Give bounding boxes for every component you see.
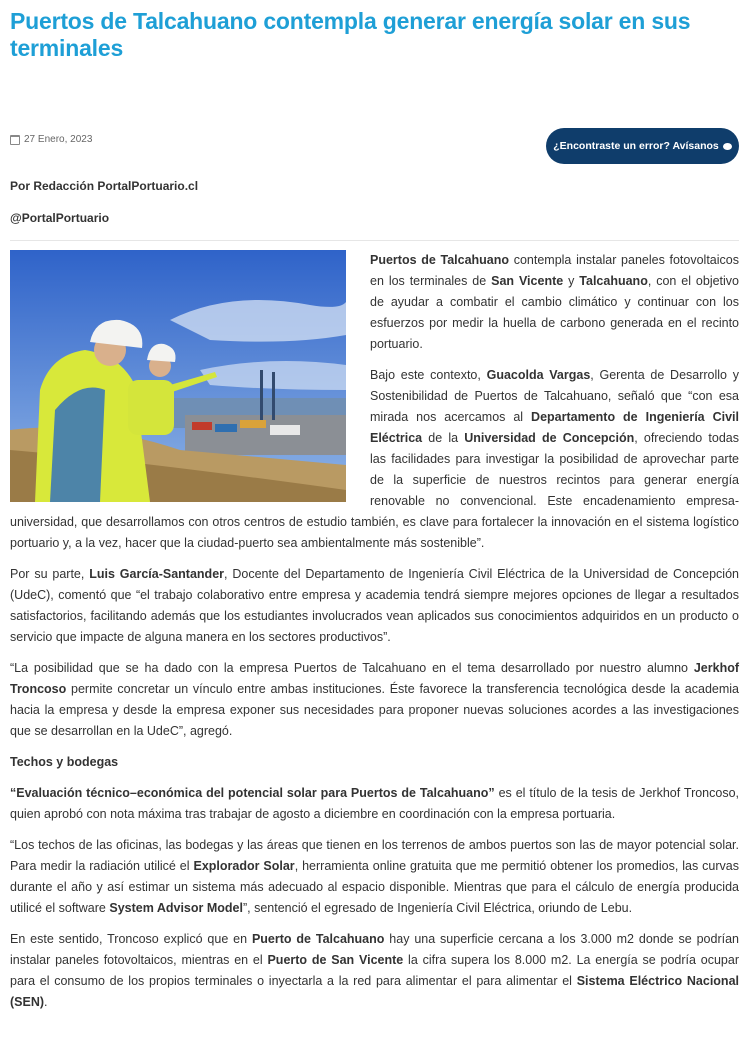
text-run: es el título de la tesis de Jerkhof Troncoso, quien aprobó con nota máxima tras trabajar de agosto a diciembre en coordinación con la empresa portuaria.: [10, 786, 740, 821]
subheading: Techos y bodegas: [10, 755, 119, 769]
text-run: contempla instalar paneles fotovoltaicos en los terminales de: [370, 253, 739, 288]
comment-icon: [723, 143, 732, 150]
text-run: , con el objetivo de ayudar a combatir el cambio climático y continuar con los esfuerzos por medir la huella de carbono generada en el recinto portuario.: [370, 274, 740, 351]
paragraph: [10, 564, 739, 648]
bold-text: Departamento de Ingeniería Civil Eléctrica: [370, 410, 739, 445]
article-photo: [10, 250, 346, 502]
divider: [10, 240, 739, 241]
text-run: y: [563, 274, 580, 288]
text-run: Por su parte,: [10, 567, 90, 581]
bold-text: Puertos de Talcahuano: [370, 253, 510, 267]
bold-text: San Vicente: [491, 274, 564, 288]
paragraph: [10, 835, 739, 919]
bold-text: Sistema Eléctrico Nacional (SEN): [10, 974, 739, 1009]
text-run: de la: [422, 431, 465, 445]
text-run: la cifra supera los 8.000 m2. La energía se podría ocupar para el consumo de los propios terminales o inyectarla a la red para alimentar el para alimentar el: [10, 953, 739, 988]
bold-text: “Evaluación técnico–económica del potencial solar para Puertos de Talcahuano”: [10, 786, 495, 800]
bold-text: System Advisor Model: [109, 901, 243, 915]
publish-date: [10, 134, 92, 145]
bold-text: Puerto de Talcahuano: [251, 932, 385, 946]
article-body: [10, 250, 739, 1023]
bold-text: Jerkhof Troncoso: [10, 661, 739, 696]
report-error-button[interactable]: [546, 128, 739, 164]
byline: Por Redacción PortalPortuario.cl: [10, 179, 199, 193]
text-run: , herramienta online gratuita que me permitió obtener los promedios, las curvas durante el año y así estimar un sistema más adecuado al espacio disponible. Mientras que para el cálculo de energía producida utilicé el software: [10, 859, 739, 915]
paragraph: [10, 929, 739, 1013]
text-run: .: [44, 995, 48, 1009]
text-run: “Los techos de las oficinas, las bodegas y las áreas que tienen en los terrenos de ambos puertos son las de mayor potencial solar. Para medir la radiación utilicé el: [10, 838, 739, 873]
author-handle[interactable]: @PortalPortuario: [10, 211, 110, 225]
text-run: ”, sentenció el egresado de Ingeniería Civil Eléctrica, oriundo de Lebu.: [242, 901, 633, 915]
calendar-icon: [10, 135, 20, 145]
report-error-label: ¿Encontraste un error? Avísanos: [553, 140, 719, 152]
text-run: , Docente del Departamento de Ingeniería Civil Eléctrica de la Universidad de Concepción (UdeC), comentó que “el trabajo colaborativo entre empresa y academia tendrá siempre mejores opciones de llegar a resultados satisfactorios, facilitando además que los estudiantes involucrados vean aplicados sus conocimientos adquiridos en un producto o servicio que impacte de alguna manera en los sectores productivos”.: [10, 567, 739, 644]
text-run: , Gerenta de Desarrollo y Sostenibilidad de Puertos de Talcahuano, señaló que “con esa mirada nos acercamos al: [370, 368, 739, 424]
text-run: “La posibilidad que se ha dado con la empresa Puertos de Talcahuano en el tema desarrollado por nuestro alumno: [10, 661, 694, 675]
bold-text: Explorador Solar: [193, 859, 295, 873]
bold-text: Puerto de San Vicente: [267, 953, 404, 967]
paragraph: [10, 658, 739, 742]
bold-text: Guacolda Vargas: [486, 368, 591, 382]
article-title: Puertos de Talcahuano contempla generar energía solar en sus terminales: [10, 8, 691, 61]
text-run: Bajo este contexto,: [370, 368, 487, 382]
bold-text: Talcahuano: [579, 274, 648, 288]
text-run: permite concretar un vínculo entre ambas instituciones. Éste favorece la transferencia tecnológica desde la academia hacia la empresa y desde la empresa exponer sus necesidades para proponer nuevas soluciones acordes a las investigaciones que se desarrollan en la UdeC”, agregó.: [10, 682, 739, 738]
date-text: 27 Enero, 2023: [24, 134, 93, 145]
text-run: , ofreciendo todas las facilidades para investigar la posibilidad de aprovechar parte de la superficie de nuestros recintos para generar energía renovable no convencional. Este encadenamiento empresa-universidad, que desarrollamos con otros centros de estudio también, es clave para fortalecer la innovación en el sistema logístico portuario y, a la vez, hacer que la ciudad-puerto sea ambientalmente más sostenible”.: [10, 431, 739, 550]
bold-text: Universidad de Concepción: [464, 431, 635, 445]
text-run: En este sentido, Troncoso explicó que en: [10, 932, 252, 946]
bold-text: Luis García-Santander: [89, 567, 225, 581]
text-run: hay una superficie cercana a los 3.000 m2 donde se podrían instalar paneles fotovoltaicos, mientras en el: [10, 932, 739, 967]
paragraph: [10, 783, 739, 825]
